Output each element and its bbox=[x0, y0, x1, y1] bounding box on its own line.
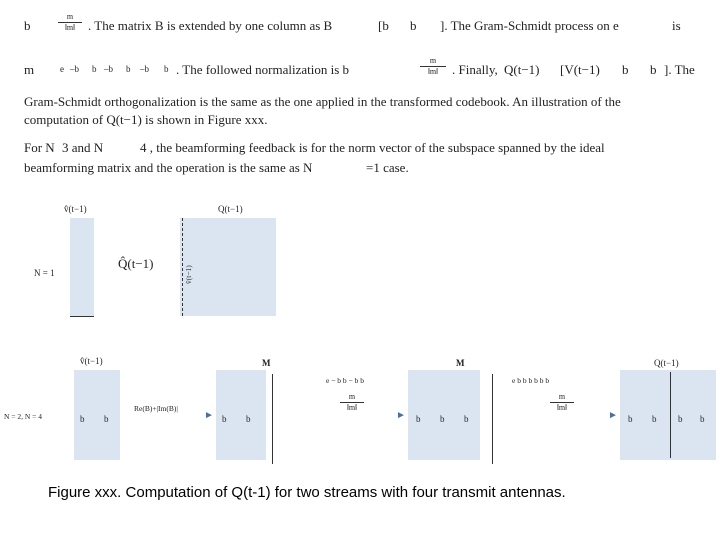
para2-line2b: =1 case. bbox=[366, 160, 409, 175]
top-v-baseline bbox=[70, 316, 94, 317]
bottom-b1-label: b bbox=[80, 414, 85, 424]
expr1: e − b b − b b bbox=[326, 376, 365, 385]
line1-fraction-den: ‖m‖ bbox=[64, 23, 76, 32]
para1-line2: computation of Q(t−1) is shown in Figure xxx. bbox=[24, 112, 268, 127]
line2-text-k: [V(t−1) bbox=[560, 62, 600, 77]
frac4 bbox=[550, 392, 574, 413]
arrow-1: ► bbox=[204, 410, 214, 421]
line2-text-l: b bbox=[622, 62, 629, 77]
line2-prefix: m bbox=[24, 62, 35, 77]
bottom-m-b3: b bbox=[464, 414, 469, 424]
re-im-label: Re(B)+|Im(B)| bbox=[134, 404, 178, 413]
frac4-num: m bbox=[550, 392, 574, 403]
top-q-mid-label: Q̂(t−1) bbox=[118, 256, 154, 271]
line2-e: e bbox=[60, 64, 64, 74]
line2-term1b: b bbox=[92, 64, 97, 74]
top-q-label: Q(t−1) bbox=[218, 204, 243, 214]
bottom-q-b4: b bbox=[700, 414, 705, 424]
line1-text-a: . The matrix B is extended by one column as B bbox=[88, 18, 333, 33]
line2-term2: –b bbox=[104, 64, 113, 74]
para2-line2a: beamforming matrix and the operation is the same as N bbox=[24, 160, 313, 175]
m-label-1: M bbox=[262, 358, 271, 368]
para2-line1a: For N bbox=[24, 140, 55, 155]
line2-term2b: b bbox=[126, 64, 131, 74]
line2-term3b: b bbox=[164, 64, 169, 74]
frac3-den: ‖m‖ bbox=[346, 403, 358, 412]
bottom-q-b2: b bbox=[652, 414, 657, 424]
m-bracket-2 bbox=[492, 374, 493, 464]
bottom-b2-label: b bbox=[104, 414, 109, 424]
figure-caption: Figure xxx. Computation of Q(t-1) for two streams with four transmit antennas. bbox=[48, 484, 566, 501]
arrow-3: ► bbox=[608, 410, 618, 421]
line2-fraction-den: ‖m‖ bbox=[427, 67, 439, 76]
top-v-rotated-label: v̂(t−1) bbox=[184, 265, 193, 284]
bottom-m-b1: b bbox=[416, 414, 421, 424]
line2-text-i: . Finally, bbox=[452, 62, 498, 77]
line1-text-c: b bbox=[410, 18, 417, 33]
line1-text-e: is bbox=[672, 18, 681, 33]
bottom-q-divider bbox=[670, 372, 671, 458]
para1-line1: Gram-Schmidt orthogonalization is the same as the one applied in the transformed codebook. An illustration of the bbox=[24, 94, 621, 109]
line2-text-n: ]. The bbox=[664, 62, 695, 77]
para2-line1b: 3 and N bbox=[62, 140, 104, 155]
para2-line1c: 4 , the beamforming feedback is for the norm vector of the subspace spanned by the ideal bbox=[140, 140, 605, 155]
line2-term3: –b bbox=[140, 64, 149, 74]
line2-fraction-num: m bbox=[420, 56, 446, 67]
m-bracket-1 bbox=[272, 374, 273, 464]
frac4-den: ‖m‖ bbox=[556, 403, 568, 412]
top-v-matrix bbox=[70, 218, 94, 316]
line1-prefix: b bbox=[24, 18, 31, 33]
arrow-2: ► bbox=[396, 410, 406, 421]
line2-text-m: b bbox=[650, 62, 657, 77]
line2-term1: –b bbox=[70, 64, 79, 74]
line2-text-j: Q(t−1) bbox=[504, 62, 540, 77]
top-q-divider bbox=[182, 218, 183, 316]
line1-fraction-num: m bbox=[58, 12, 82, 23]
top-v-label: v̂(t−1) bbox=[64, 204, 87, 214]
bottom-b-matrix-b1: b bbox=[222, 414, 227, 424]
bottom-q-label: Q(t−1) bbox=[654, 358, 679, 368]
bottom-m-b2: b bbox=[440, 414, 445, 424]
line2-text-h: . The followed normalization is b bbox=[176, 62, 350, 77]
top-q-matrix bbox=[180, 218, 276, 316]
bottom-q-b3: b bbox=[678, 414, 683, 424]
bottom-ns-label: N = 2, N = 4 bbox=[4, 412, 43, 421]
frac3 bbox=[340, 392, 364, 413]
m-label-2: M bbox=[456, 358, 465, 368]
expr2: e b b b b b b bbox=[512, 376, 550, 385]
bottom-q-b1: b bbox=[628, 414, 633, 424]
frac3-num: m bbox=[340, 392, 364, 403]
line2-fraction bbox=[420, 56, 446, 77]
top-ns-label: N = 1 bbox=[34, 268, 55, 278]
line1-fraction bbox=[58, 12, 82, 33]
line1-text-b: [b bbox=[378, 18, 389, 33]
bottom-b-matrix-b2: b bbox=[246, 414, 251, 424]
bottom-v-label: v̂(t−1) bbox=[80, 356, 103, 366]
line1-text-d: ]. The Gram-Schmidt process on e bbox=[440, 18, 619, 33]
